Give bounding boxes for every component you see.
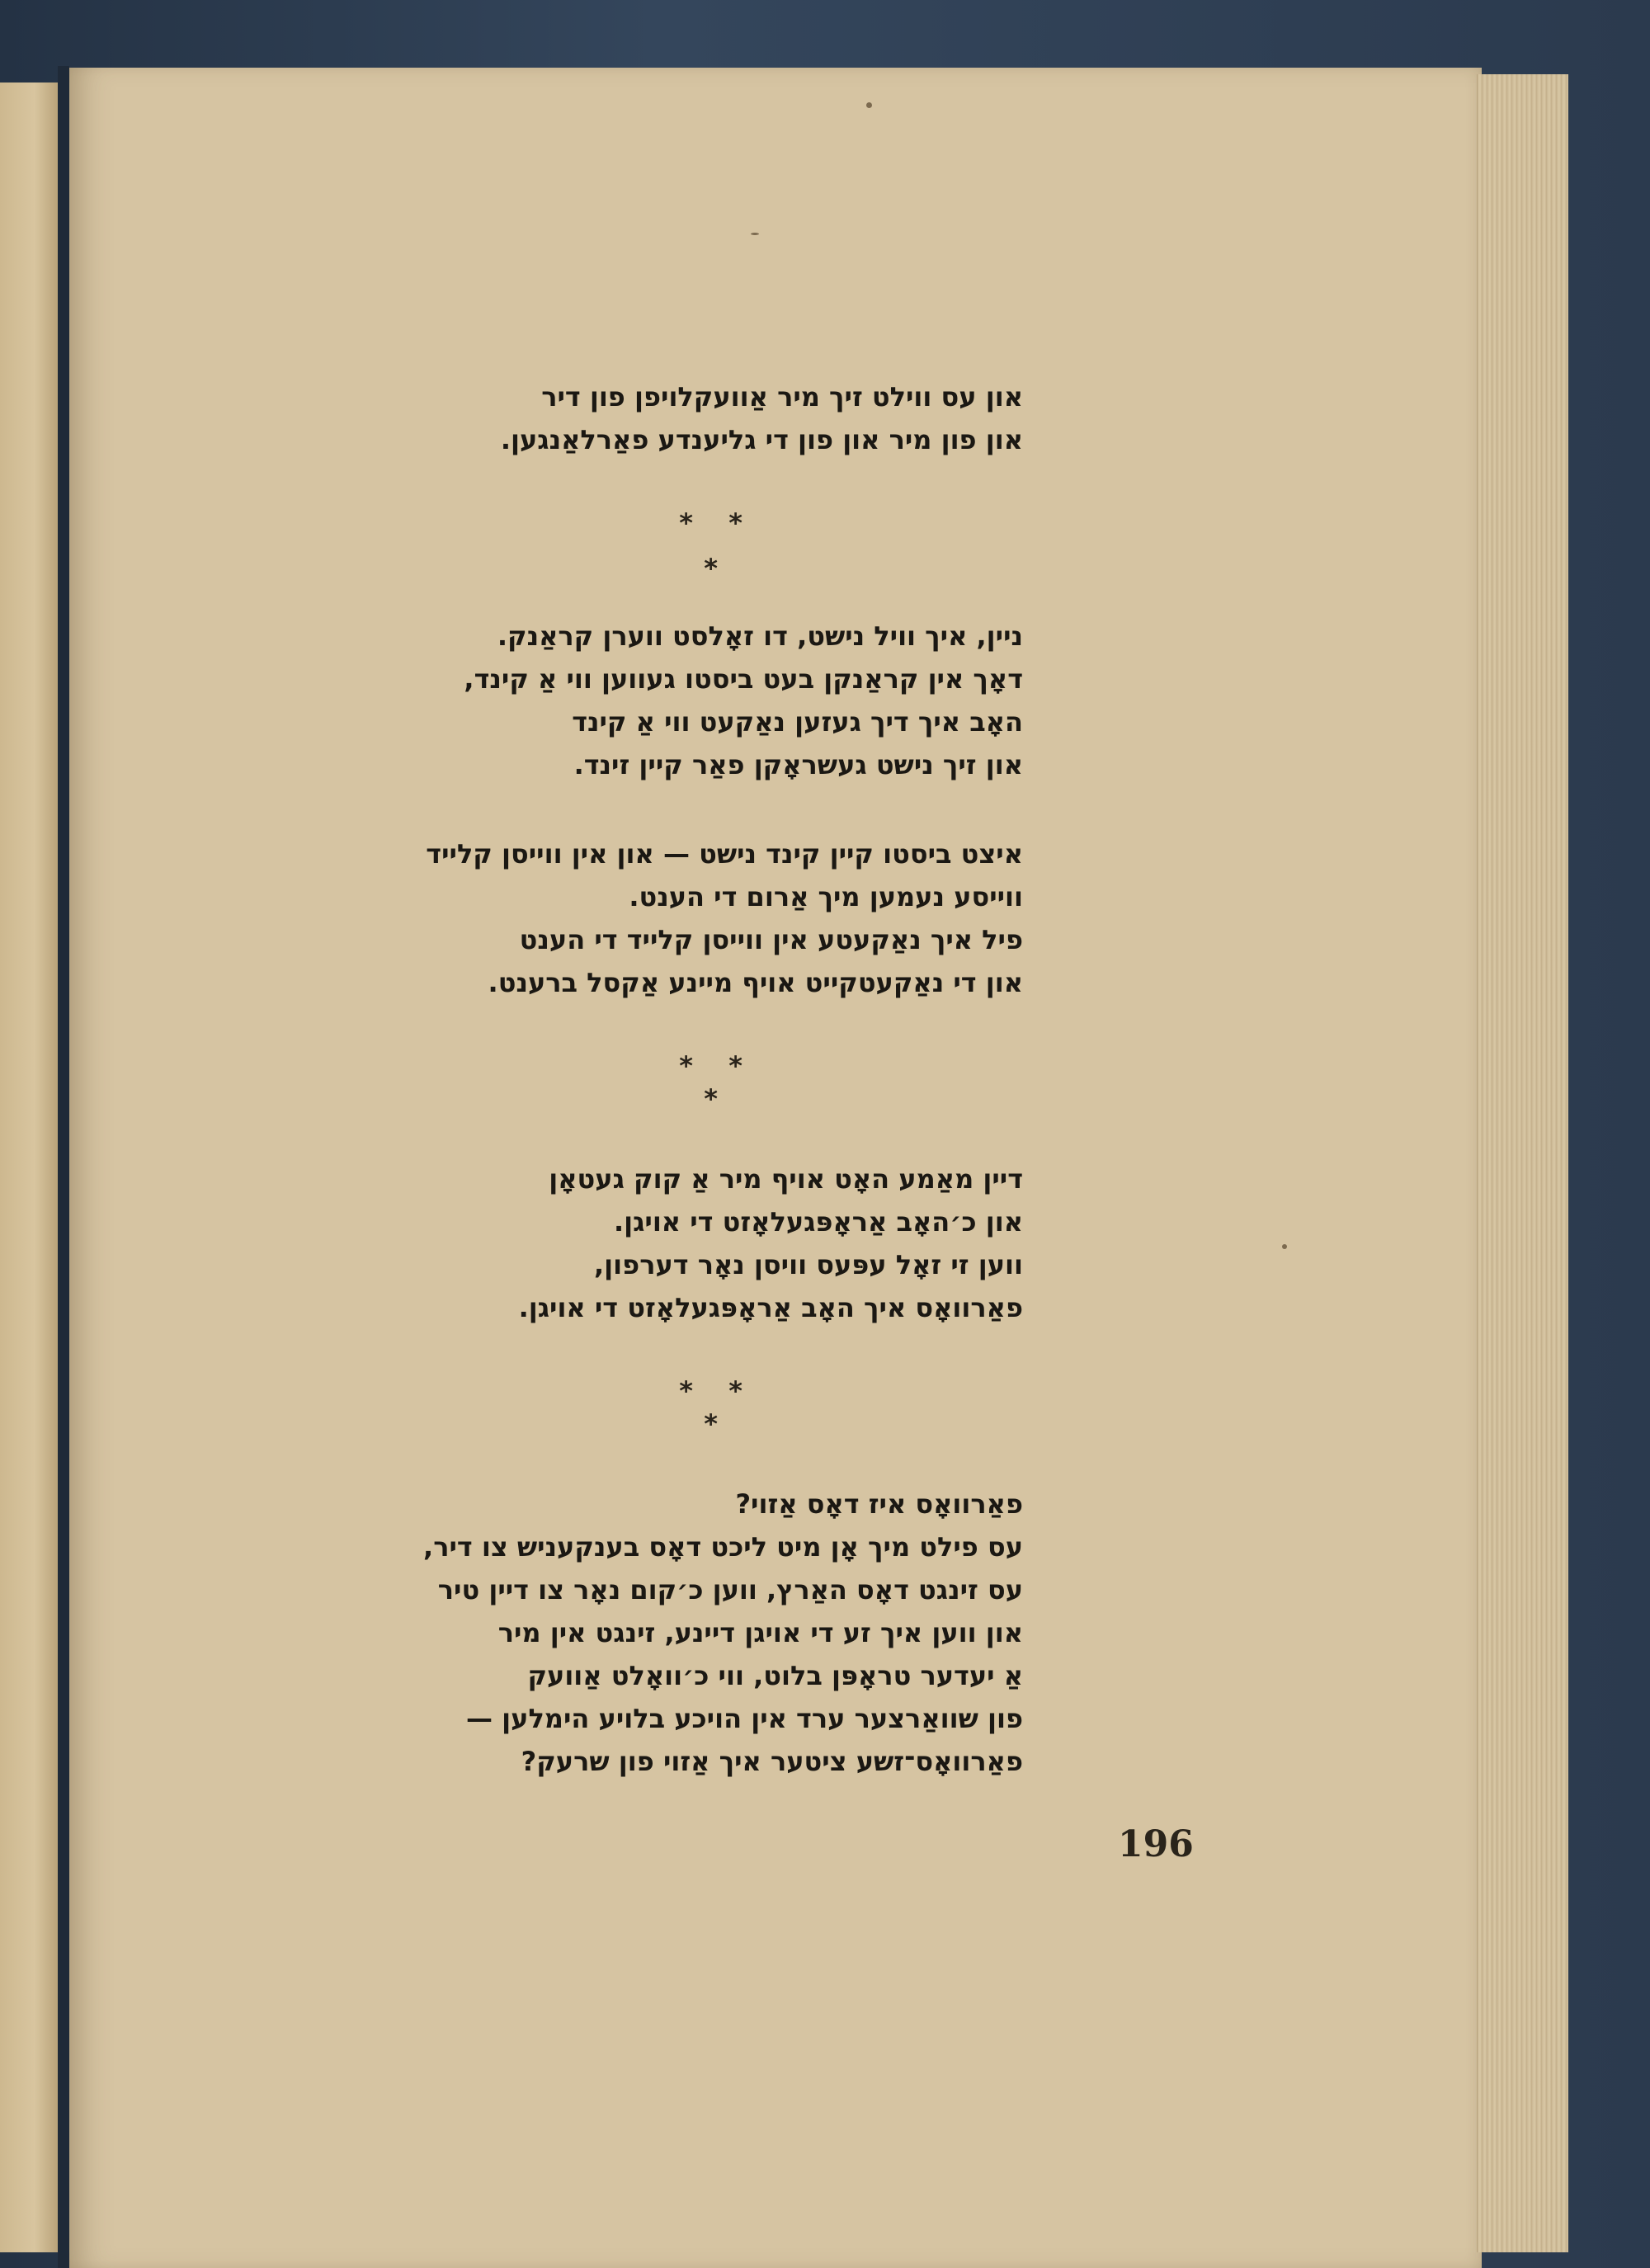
poem-line: און פון מיר און פון די גליענדע פאַרלאַנגען. [500, 424, 1023, 455]
poem-line: עס פילט מיך אָן מיט ליכט דאָס בענקעניש צו דיר, [423, 1531, 1023, 1563]
poem-line: פיל איך נאַקעטע אין ווייסן קלייד די הענט [519, 924, 1023, 955]
left-page-edge [0, 83, 60, 2252]
stanza-1 [272, 375, 1023, 461]
asterisk: * [728, 1050, 742, 1082]
stanza-3 [272, 832, 1023, 1004]
poem-text [272, 375, 1023, 1829]
asterisk: * [704, 1083, 718, 1115]
stanza-4 [272, 1158, 1023, 1329]
stanza-2 [272, 615, 1023, 786]
poem-line: דיין מאַמע האָט אויף מיר אַ קוק געטאָן [549, 1163, 1023, 1195]
poem-line: און כ׳האָב אַראָפּגעלאָזט די אויגן. [613, 1206, 1023, 1238]
stanza-5 [272, 1483, 1023, 1783]
poem-line: דאָך אין קראַנקן בעט ביסטו געווען ווי אַ קינד, [464, 663, 1023, 695]
page-speck [866, 102, 872, 108]
asterisk: * [704, 1408, 718, 1440]
poem-line: פון שוואַרצער ערד אין הויכע בלויע הימלען — [466, 1703, 1023, 1734]
page-edges [1477, 74, 1568, 2252]
asterisk: * [679, 1050, 693, 1082]
asterism-divider [272, 1050, 1023, 1158]
poem-line: אַ יעדער טראָפּן בלוט, ווי כ׳וואָלט אַוועק [527, 1660, 1023, 1691]
poem-line: עס זינגט דאָס האַרץ, ווען כ׳קום נאָר צו דיין טיר [437, 1574, 1023, 1606]
poem-line: פאַרוואָס איז דאָס אַזוי? [735, 1488, 1023, 1520]
poem-line: ווייסע נעמען מיך אַרום די הענט. [629, 881, 1023, 912]
poem-line: ווען זי זאָל עפּעס וויסן נאָר דערפון, [594, 1249, 1023, 1280]
poem-line: פאַרוואָס איך האָב אַראָפּגעלאָזט די אויגן. [518, 1292, 1023, 1323]
asterisk: * [728, 507, 742, 539]
asterism-divider [272, 1375, 1023, 1483]
asterisk: * [679, 507, 693, 539]
book-gutter [58, 66, 69, 2268]
poem-line: פאַרוואָס־זשע ציטער איך אַזוי פון שרעק? [521, 1746, 1023, 1777]
poem-line: ניין, איך וויל נישט, דו זאָלסט ווערן קראַנק. [497, 620, 1023, 652]
page-number: 196 [1118, 1823, 1194, 1865]
poem-line: האָב איך דיך געזען נאַקעט ווי אַ קינד [572, 706, 1023, 738]
poem-line: און עס ווילט זיך מיר אַוועקלויפן פון דיר [541, 381, 1023, 413]
page-speck [1282, 1244, 1287, 1249]
page-speck [751, 233, 759, 235]
poem-line: און די נאַקעטקייט אויף מיינע אַקסל ברענט. [488, 967, 1023, 998]
asterisk: * [728, 1375, 742, 1407]
poem-line: איצט ביסטו קיין קינד נישט — און אין ווייסן קלייד [426, 838, 1023, 870]
asterisk: * [704, 553, 718, 584]
poem-line: און ווען איך זע די אויגן דיינע, זינגט אין מיר [497, 1617, 1023, 1648]
asterisk: * [679, 1375, 693, 1407]
poem-line: און זיך נישט געשראָקן פאַר קיין זינד. [573, 749, 1023, 780]
asterism-divider [272, 507, 1023, 615]
